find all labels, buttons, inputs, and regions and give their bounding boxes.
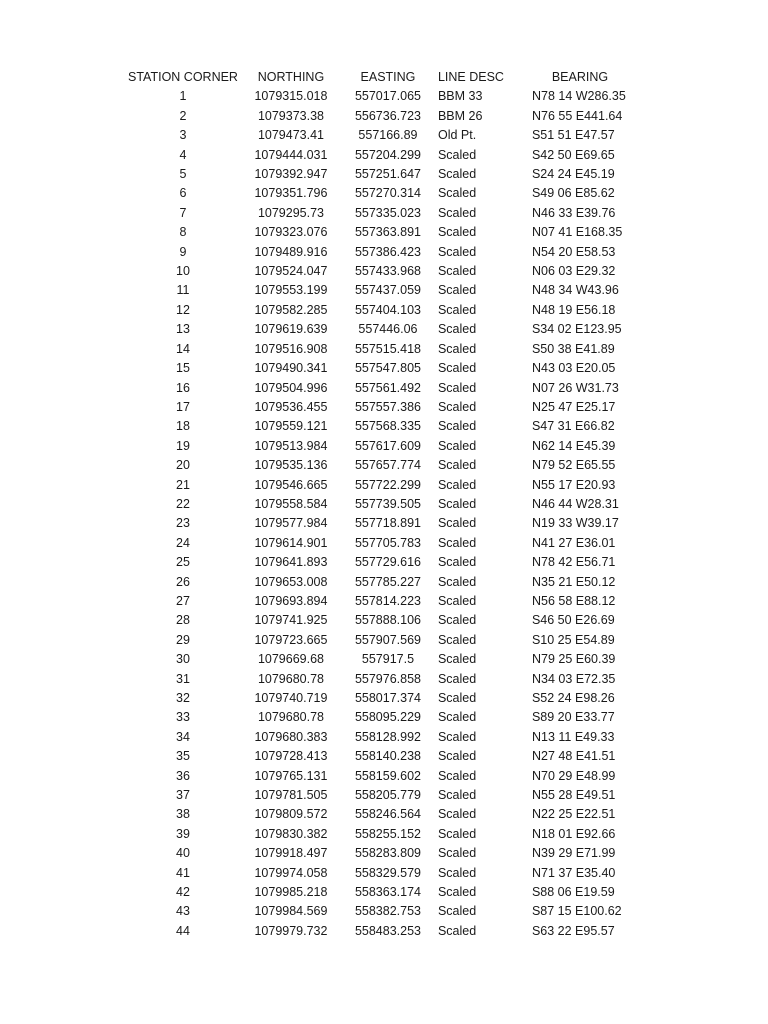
cell-station: 6 xyxy=(179,186,187,201)
cell-bearing: N48 34 W43.96 xyxy=(531,283,619,298)
cell-easting: 557705.783 xyxy=(354,535,421,550)
cell-bearing: N39 29 E71.99 xyxy=(531,846,616,861)
cell-bearing: S47 31 E66.82 xyxy=(531,419,615,434)
cell-line-desc: Scaled xyxy=(437,632,477,647)
table-row xyxy=(128,301,642,320)
header-bearing: BEARING xyxy=(551,70,609,84)
cell-northing: 1079516.908 xyxy=(254,341,328,356)
table-row xyxy=(128,262,642,281)
cell-northing: 1079653.008 xyxy=(254,574,328,589)
table-row xyxy=(128,184,642,203)
cell-station: 18 xyxy=(176,419,190,434)
cell-easting: 557515.418 xyxy=(354,341,421,356)
cell-bearing: S42 50 E69.65 xyxy=(531,147,615,162)
table-row xyxy=(128,728,642,747)
cell-station: 44 xyxy=(176,923,190,938)
cell-bearing: S10 25 E54.89 xyxy=(531,632,615,647)
cell-bearing: N76 55 E441.64 xyxy=(531,108,623,123)
cell-northing: 1079351.796 xyxy=(254,186,328,201)
cell-easting: 558159.602 xyxy=(354,768,421,783)
table-row xyxy=(128,767,642,786)
cell-station: 28 xyxy=(176,613,190,628)
cell-bearing: N41 27 E36.01 xyxy=(531,535,616,550)
cell-bearing: N34 03 E72.35 xyxy=(531,671,616,686)
cell-bearing: N71 37 E35.40 xyxy=(531,865,616,880)
table-row xyxy=(128,650,642,669)
cell-easting: 557657.774 xyxy=(354,458,421,473)
cell-easting: 558483.253 xyxy=(354,923,421,938)
cell-northing: 1079740.719 xyxy=(254,691,328,705)
cell-northing: 1079974.058 xyxy=(254,865,328,880)
cell-line-desc: Scaled xyxy=(437,788,477,803)
cell-easting: 558205.779 xyxy=(354,788,421,803)
cell-bearing: S88 06 E19.59 xyxy=(531,885,615,900)
cell-station: 32 xyxy=(176,691,190,705)
cell-station: 14 xyxy=(176,341,190,356)
cell-northing: 1079680.78 xyxy=(257,710,324,725)
header-station-corner: STATION CORNER xyxy=(128,70,238,84)
table-body xyxy=(128,87,642,941)
cell-bearing: S46 50 E26.69 xyxy=(531,613,615,628)
cell-northing: 1079641.893 xyxy=(254,555,328,570)
cell-station: 16 xyxy=(176,380,190,395)
cell-easting: 557718.891 xyxy=(354,516,421,531)
cell-line-desc: BBM 33 xyxy=(437,89,483,104)
cell-easting: 557251.647 xyxy=(354,167,421,182)
cell-line-desc: Scaled xyxy=(437,613,477,628)
cell-bearing: N43 03 E20.05 xyxy=(531,361,616,376)
table-row xyxy=(128,805,642,824)
cell-station: 27 xyxy=(176,593,190,608)
cell-bearing: N62 14 E45.39 xyxy=(531,438,616,453)
cell-station: 5 xyxy=(179,167,187,182)
table-row xyxy=(128,281,642,300)
cell-northing: 1079984.569 xyxy=(254,904,328,919)
cell-northing: 1079809.572 xyxy=(254,807,328,822)
table-row xyxy=(128,553,642,572)
table-row xyxy=(128,747,642,766)
cell-easting: 557017.065 xyxy=(354,89,421,104)
cell-bearing: N55 28 E49.51 xyxy=(531,788,616,803)
cell-easting: 558283.809 xyxy=(354,846,421,861)
cell-line-desc: Scaled xyxy=(437,264,477,279)
table-row xyxy=(128,398,642,417)
cell-station: 3 xyxy=(179,128,187,143)
table-row xyxy=(128,922,642,941)
cell-northing: 1079373.38 xyxy=(257,108,324,123)
cell-easting: 556736.723 xyxy=(354,108,421,123)
cell-station: 21 xyxy=(176,477,190,492)
cell-line-desc: Scaled xyxy=(437,147,477,162)
cell-easting: 558128.992 xyxy=(354,729,421,744)
cell-bearing: N35 21 E50.12 xyxy=(531,574,616,589)
cell-northing: 1079830.382 xyxy=(254,826,328,841)
cell-station: 17 xyxy=(176,399,190,414)
cell-bearing: N27 48 E41.51 xyxy=(531,749,616,764)
cell-station: 43 xyxy=(176,904,190,919)
cell-northing: 1079473.41 xyxy=(257,128,324,143)
cell-line-desc: Scaled xyxy=(437,904,477,919)
cell-station: 31 xyxy=(176,671,190,686)
cell-bearing: N48 19 E56.18 xyxy=(531,302,616,317)
table-row xyxy=(128,417,642,436)
cell-bearing: S50 38 E41.89 xyxy=(531,341,615,356)
cell-easting: 557204.299 xyxy=(354,147,421,162)
cell-easting: 557270.314 xyxy=(354,186,421,201)
cell-northing: 1079985.218 xyxy=(254,885,328,900)
cell-station: 42 xyxy=(176,885,190,900)
cell-easting: 557888.106 xyxy=(354,613,421,628)
cell-easting: 557617.609 xyxy=(354,438,421,453)
table-row xyxy=(128,146,642,165)
cell-northing: 1079295.73 xyxy=(257,205,324,220)
table-row xyxy=(128,495,642,514)
cell-station: 15 xyxy=(176,361,190,376)
cell-line-desc: Scaled xyxy=(437,477,477,492)
cell-line-desc: Scaled xyxy=(437,826,477,841)
table-row xyxy=(128,902,642,921)
cell-easting: 557166.89 xyxy=(358,128,418,143)
cell-northing: 1079559.121 xyxy=(254,419,328,434)
cell-easting: 557404.103 xyxy=(354,302,421,317)
cell-station: 13 xyxy=(176,322,190,337)
cell-easting: 557335.023 xyxy=(354,205,421,220)
cell-line-desc: Scaled xyxy=(437,419,477,434)
cell-station: 38 xyxy=(176,807,190,822)
cell-line-desc: Scaled xyxy=(437,283,477,298)
cell-bearing: N07 26 W31.73 xyxy=(531,380,619,395)
cell-northing: 1079582.285 xyxy=(254,302,328,317)
table-row xyxy=(128,708,642,727)
cell-bearing: N70 29 E48.99 xyxy=(531,768,616,783)
cell-line-desc: Scaled xyxy=(437,593,477,608)
header-line-desc: LINE DESC xyxy=(437,70,504,84)
cell-station: 22 xyxy=(176,496,190,511)
table-row xyxy=(128,670,642,689)
table-row xyxy=(128,107,642,126)
cell-easting: 557437.059 xyxy=(354,283,421,298)
table-row xyxy=(128,514,642,533)
cell-bearing: N79 52 E65.55 xyxy=(531,458,616,473)
cell-bearing: S63 22 E95.57 xyxy=(531,923,615,938)
cell-line-desc: Scaled xyxy=(437,535,477,550)
cell-station: 35 xyxy=(176,749,190,764)
cell-northing: 1079536.455 xyxy=(254,399,328,414)
cell-line-desc: Scaled xyxy=(437,846,477,861)
table-row xyxy=(128,87,642,106)
cell-station: 20 xyxy=(176,458,190,473)
cell-line-desc: Scaled xyxy=(437,244,477,259)
cell-bearing: N78 42 E56.71 xyxy=(531,555,616,570)
cell-line-desc: Scaled xyxy=(437,555,477,570)
cell-station: 40 xyxy=(176,846,190,861)
cell-bearing: S89 20 E33.77 xyxy=(531,710,615,725)
cell-bearing: S51 51 E47.57 xyxy=(531,128,615,143)
cell-bearing: N06 03 E29.32 xyxy=(531,264,616,279)
cell-bearing: N46 33 E39.76 xyxy=(531,205,616,220)
survey-table xyxy=(128,68,642,941)
cell-line-desc: Scaled xyxy=(437,807,477,822)
cell-bearing: N56 58 E88.12 xyxy=(531,593,616,608)
cell-bearing: S87 15 E100.62 xyxy=(531,904,622,919)
cell-line-desc: Scaled xyxy=(437,186,477,201)
cell-bearing: N25 47 E25.17 xyxy=(531,399,616,414)
table-row xyxy=(128,165,642,184)
cell-northing: 1079693.894 xyxy=(254,593,328,608)
table-row xyxy=(128,786,642,805)
cell-northing: 1079315.018 xyxy=(254,89,328,104)
cell-easting: 558255.152 xyxy=(354,826,421,841)
cell-station: 12 xyxy=(176,302,190,317)
cell-bearing: N54 20 E58.53 xyxy=(531,244,616,259)
cell-easting: 558329.579 xyxy=(354,865,421,880)
cell-northing: 1079741.925 xyxy=(254,613,328,628)
cell-bearing: N13 11 E49.33 xyxy=(531,729,615,744)
cell-northing: 1079444.031 xyxy=(254,147,328,162)
cell-northing: 1079553.199 xyxy=(254,283,328,298)
table-header xyxy=(128,68,642,87)
cell-line-desc: Scaled xyxy=(437,167,477,182)
cell-northing: 1079524.047 xyxy=(254,264,328,279)
cell-station: 7 xyxy=(179,205,187,220)
cell-northing: 1079490.341 xyxy=(254,361,328,376)
cell-line-desc: Scaled xyxy=(437,438,477,453)
cell-station: 36 xyxy=(176,768,190,783)
cell-northing: 1079619.639 xyxy=(254,322,328,337)
table-row xyxy=(128,844,642,863)
cell-easting: 558382.753 xyxy=(354,904,421,919)
table-row xyxy=(128,437,642,456)
cell-easting: 557363.891 xyxy=(354,225,421,240)
cell-easting: 558017.374 xyxy=(354,691,421,705)
cell-easting: 557557.386 xyxy=(354,399,421,414)
cell-station: 37 xyxy=(176,788,190,803)
cell-easting: 558095.229 xyxy=(354,710,421,725)
cell-station: 26 xyxy=(176,574,190,589)
cell-northing: 1079323.076 xyxy=(254,225,328,240)
table-row xyxy=(128,883,642,902)
cell-northing: 1079680.383 xyxy=(254,729,328,744)
cell-easting: 557433.968 xyxy=(354,264,421,279)
cell-northing: 1079614.901 xyxy=(254,535,328,550)
cell-easting: 557446.06 xyxy=(358,322,418,337)
cell-northing: 1079728.413 xyxy=(254,749,328,764)
cell-bearing: N22 25 E22.51 xyxy=(531,807,616,822)
table-row xyxy=(128,456,642,475)
cell-line-desc: Scaled xyxy=(437,322,477,337)
cell-line-desc: Scaled xyxy=(437,691,477,705)
cell-bearing: S24 24 E45.19 xyxy=(531,167,615,182)
cell-station: 39 xyxy=(176,826,190,841)
cell-easting: 558140.238 xyxy=(354,749,421,764)
table-row xyxy=(128,689,642,708)
cell-bearing: S34 02 E123.95 xyxy=(531,322,622,337)
cell-station: 41 xyxy=(176,865,190,880)
cell-easting: 557561.492 xyxy=(354,380,421,395)
table-row xyxy=(128,864,642,883)
header-easting: EASTING xyxy=(360,70,416,84)
cell-line-desc: Scaled xyxy=(437,496,477,511)
cell-northing: 1079765.131 xyxy=(254,768,328,783)
table-row xyxy=(128,592,642,611)
cell-northing: 1079546.665 xyxy=(254,477,328,492)
cell-bearing: N78 14 W286.35 xyxy=(531,89,626,104)
cell-line-desc: Scaled xyxy=(437,380,477,395)
cell-easting: 557976.858 xyxy=(354,671,421,686)
cell-line-desc: Scaled xyxy=(437,341,477,356)
cell-station: 9 xyxy=(179,244,187,259)
cell-line-desc: Scaled xyxy=(437,768,477,783)
cell-northing: 1079781.505 xyxy=(254,788,328,803)
header-northing: NORTHING xyxy=(257,70,325,84)
cell-bearing: N46 44 W28.31 xyxy=(531,496,619,511)
cell-line-desc: Scaled xyxy=(437,205,477,220)
cell-station: 8 xyxy=(179,225,187,240)
cell-easting: 558246.564 xyxy=(354,807,421,822)
cell-easting: 557907.569 xyxy=(354,632,421,647)
table-row xyxy=(128,573,642,592)
cell-line-desc: BBM 26 xyxy=(437,108,483,123)
cell-northing: 1079918.497 xyxy=(254,846,328,861)
cell-station: 23 xyxy=(176,516,190,531)
header-row xyxy=(128,68,642,87)
table-row xyxy=(128,204,642,223)
cell-bearing: N19 33 W39.17 xyxy=(531,516,619,531)
table-row xyxy=(128,534,642,553)
cell-station: 4 xyxy=(179,147,187,162)
cell-northing: 1079513.984 xyxy=(254,438,328,453)
cell-station: 25 xyxy=(176,555,190,570)
cell-station: 11 xyxy=(176,283,190,298)
cell-easting: 557729.616 xyxy=(354,555,421,570)
cell-station: 2 xyxy=(179,108,187,123)
cell-line-desc: Scaled xyxy=(437,399,477,414)
cell-northing: 1079680.78 xyxy=(257,671,324,686)
table-row xyxy=(128,340,642,359)
table-row xyxy=(128,825,642,844)
table-row xyxy=(128,223,642,242)
cell-easting: 557386.423 xyxy=(354,244,421,259)
table-row xyxy=(128,126,642,145)
cell-line-desc: Scaled xyxy=(437,458,477,473)
cell-station: 34 xyxy=(176,729,190,744)
cell-northing: 1079558.584 xyxy=(254,496,328,511)
cell-line-desc: Scaled xyxy=(437,865,477,880)
cell-line-desc: Scaled xyxy=(437,671,477,686)
cell-line-desc: Scaled xyxy=(437,710,477,725)
cell-bearing: N55 17 E20.93 xyxy=(531,477,616,492)
cell-northing: 1079535.136 xyxy=(254,458,328,473)
cell-line-desc: Scaled xyxy=(437,729,477,744)
cell-station: 33 xyxy=(176,710,190,725)
table-row xyxy=(128,631,642,650)
cell-easting: 557785.227 xyxy=(354,574,421,589)
cell-northing: 1079723.665 xyxy=(254,632,328,647)
table-row xyxy=(128,379,642,398)
cell-station: 1 xyxy=(179,89,187,104)
cell-bearing: S49 06 E85.62 xyxy=(531,186,615,201)
cell-northing: 1079979.732 xyxy=(254,923,328,938)
cell-northing: 1079504.996 xyxy=(254,380,328,395)
cell-northing: 1079392.947 xyxy=(254,167,328,182)
cell-easting: 557722.299 xyxy=(354,477,421,492)
cell-northing: 1079489.916 xyxy=(254,244,328,259)
cell-line-desc: Scaled xyxy=(437,516,477,531)
cell-station: 29 xyxy=(176,632,190,647)
cell-easting: 557917.5 xyxy=(361,652,415,667)
cell-station: 30 xyxy=(176,652,190,667)
cell-northing: 1079669.68 xyxy=(257,652,324,667)
cell-easting: 557568.335 xyxy=(354,419,421,434)
cell-bearing: N07 41 E168.35 xyxy=(531,225,623,240)
cell-line-desc: Scaled xyxy=(437,302,477,317)
cell-line-desc: Scaled xyxy=(437,574,477,589)
cell-station: 24 xyxy=(176,535,190,550)
cell-bearing: N79 25 E60.39 xyxy=(531,652,616,667)
cell-line-desc: Scaled xyxy=(437,749,477,764)
table-row xyxy=(128,243,642,262)
table-row xyxy=(128,320,642,339)
cell-station: 19 xyxy=(176,438,190,453)
cell-line-desc: Scaled xyxy=(437,225,477,240)
table-row xyxy=(128,611,642,630)
cell-bearing: S52 24 E98.26 xyxy=(531,691,615,705)
cell-easting: 557547.805 xyxy=(354,361,421,376)
cell-bearing: N18 01 E92.66 xyxy=(531,826,616,841)
cell-easting: 557739.505 xyxy=(354,496,421,511)
cell-line-desc: Scaled xyxy=(437,923,477,938)
cell-line-desc: Scaled xyxy=(437,885,477,900)
cell-northing: 1079577.984 xyxy=(254,516,328,531)
cell-line-desc: Old Pt. xyxy=(437,128,477,143)
cell-easting: 558363.174 xyxy=(354,885,421,900)
table-row xyxy=(128,359,642,378)
cell-station: 10 xyxy=(176,264,190,279)
cell-line-desc: Scaled xyxy=(437,361,477,376)
cell-line-desc: Scaled xyxy=(437,652,477,667)
table-row xyxy=(128,476,642,495)
cell-easting: 557814.223 xyxy=(354,593,421,608)
